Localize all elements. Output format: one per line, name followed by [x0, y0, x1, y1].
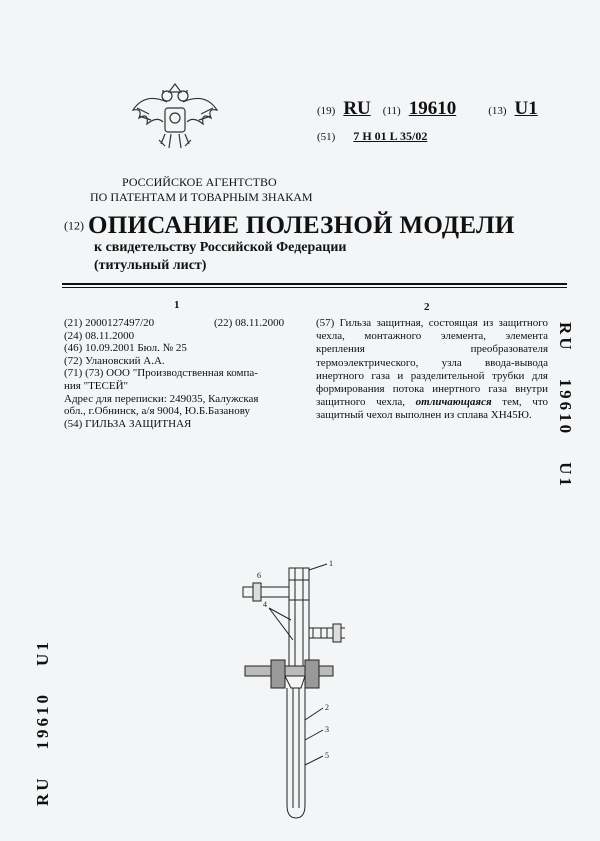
application-number: (21) 2000127497/20: [64, 317, 155, 329]
drawing-label-6: 6: [257, 571, 261, 580]
header-line-1: [317, 98, 538, 120]
drawing-label-4: 4: [263, 600, 267, 609]
bibliographic-data: [64, 317, 304, 430]
agency-line-2: ПО ПАТЕНТАМ И ТОВАРНЫМ ЗНАКАМ: [90, 190, 313, 204]
inid-12: (12): [64, 218, 84, 233]
drawing-label-5: 5: [325, 751, 329, 760]
side-label-left: [33, 639, 53, 806]
inid-19: (19): [317, 105, 336, 117]
drawing-label-3: 3: [325, 725, 329, 734]
side-left-kind: U1: [33, 639, 52, 666]
document-title: [64, 212, 515, 240]
applicant-line-2: ния "ТЕСЕЙ": [64, 379, 129, 392]
applicant-line-1: (71) (73) ООО "Производственная компа-: [64, 367, 258, 380]
inventor: (72) Улановский А.А.: [64, 354, 165, 367]
title-subtitle-2: (титульный лист): [94, 258, 207, 273]
side-left-country: RU: [33, 775, 52, 806]
address-line-1: Адрес для переписки: 249035, Калужская: [64, 392, 259, 405]
header-line-2: [317, 127, 427, 145]
drawing-label-1: 1: [329, 560, 333, 568]
inid-11: (11): [382, 105, 401, 117]
publication-date: (46) 10.09.2001 Бюл. № 25: [64, 342, 187, 355]
abstract-text-before: (57) Гильза защитная, состоящая из защитного чехла, монтажного элемента, элемента крепления преобразователя термоэлектрического, узла ввода-вывода инертного газа и разделительной трубки для формирования потока инертного газа внутри защитного чехла,: [316, 317, 548, 409]
kind-code: U1: [514, 98, 538, 119]
divider-top: [62, 283, 567, 285]
abstract-emphasis: отличающаяся: [415, 396, 492, 409]
biblio-row-21-22: [64, 317, 304, 330]
agency-name: [90, 175, 313, 205]
inid-51: (51): [317, 131, 336, 143]
registration-date: (24) 08.11.2000: [64, 329, 135, 342]
address-line-2: обл., г.Обнинск, а/я 9004, Ю.Б.Базанову: [64, 405, 251, 418]
side-left-number: 19610: [33, 691, 52, 750]
column-number-left: 1: [174, 299, 180, 311]
title-main: ОПИСАНИЕ ПОЛЕЗНОЙ МОДЕЛИ: [88, 212, 515, 239]
ipc-class: 7 H 01 L 35/02: [353, 129, 428, 143]
drawing-label-2: 2: [325, 703, 329, 712]
agency-line-1: РОССИЙСКОЕ АГЕНТСТВО: [122, 175, 277, 189]
divider-bottom: [62, 287, 567, 288]
model-title: (54) ГИЛЬЗА ЗАЩИТНАЯ: [64, 417, 192, 430]
coat-of-arms-emblem: [125, 62, 225, 162]
abstract-text-after: тем, что защитный чехол выполнен из сплава ХН45Ю.: [316, 396, 548, 422]
technical-drawing: [235, 560, 345, 825]
title-subtitle-1: к свидетельству Российской Федерации: [94, 240, 347, 255]
side-right-country: RU: [556, 322, 575, 353]
filing-date: (22) 08.11.2000: [214, 317, 285, 329]
inid-13: (13): [488, 105, 507, 117]
side-right-number: 19610: [556, 378, 575, 437]
patent-number: 19610: [408, 98, 457, 119]
abstract: [316, 317, 548, 423]
country-code: RU: [343, 98, 371, 119]
side-right-kind: U1: [556, 462, 575, 489]
column-number-right: 2: [424, 301, 430, 313]
side-label-right: [555, 322, 575, 489]
